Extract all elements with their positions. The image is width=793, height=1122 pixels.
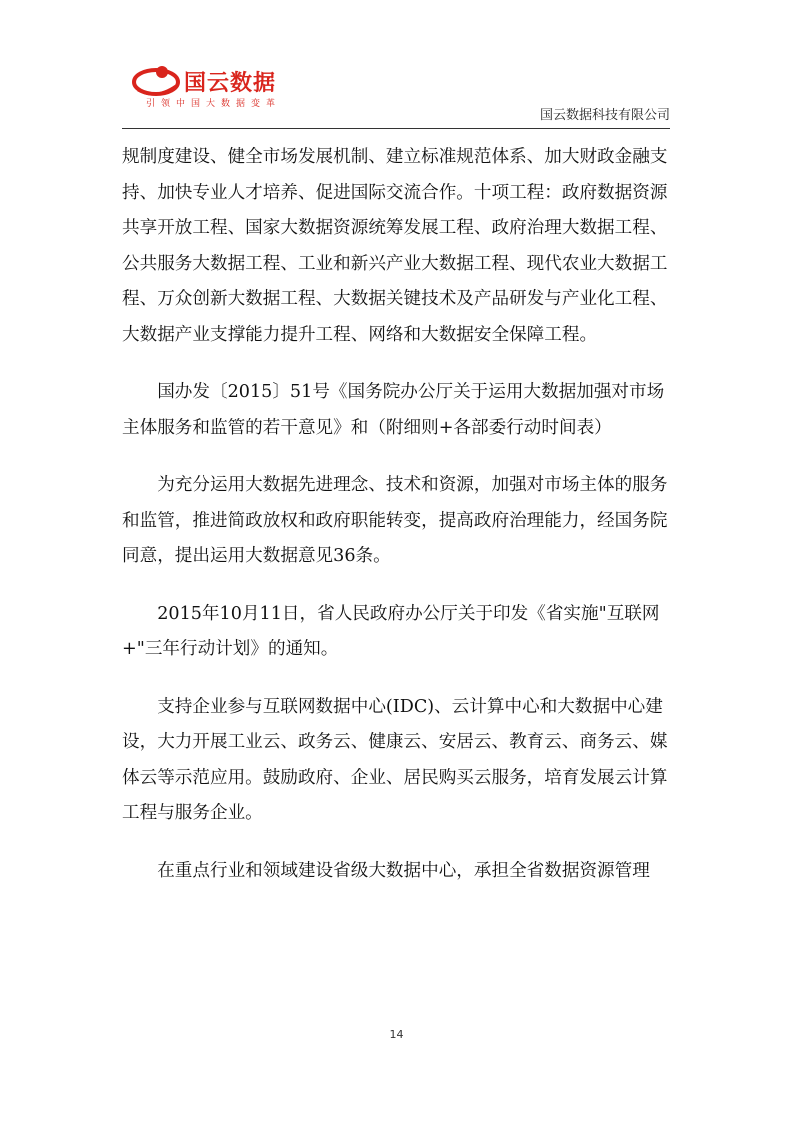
paragraph-5: 支持企业参与互联网数据中心(IDC)、云计算中心和大数据中心建设，大力开展工业云、政务云、健康云、安居云、教育云、商务云、媒体云等示范应用。鼓励政府、企业、居民购买云服务，培育发展云计算工程与服务企业。 bbox=[122, 696, 668, 823]
page-header bbox=[122, 56, 670, 128]
header-divider bbox=[122, 128, 670, 129]
document-body bbox=[122, 140, 674, 911]
paragraph-6: 在重点行业和领域建设省级大数据中心，承担全省数据资源管理 bbox=[157, 860, 650, 881]
page-number: 14 bbox=[389, 1028, 404, 1041]
paragraph-4: 2015年10月11日，省人民政府办公厅关于印发《省实施"互联网+"三年行动计划》的通知。 bbox=[122, 603, 660, 659]
paragraph-3: 为充分运用大数据先进理念、技术和资源，加强对市场主体的服务和监管，推进简政放权和政府职能转变，提高政府治理能力，经国务院同意，提出运用大数据意见36条。 bbox=[122, 475, 668, 566]
logo-slogan: 引领中国大数据变革 bbox=[146, 99, 282, 109]
company-logo bbox=[132, 56, 292, 112]
logo-swirl-icon bbox=[132, 60, 182, 100]
paragraph-2: 国办发〔2015〕51号《国务院办公厅关于运用大数据加强对市场主体服务和监管的若干意见》和（附细则+各部委行动时间表） bbox=[122, 382, 665, 438]
company-name: 国云数据科技有限公司 bbox=[539, 108, 670, 123]
paragraph-1: 规制度建设、健全市场发展机制、建立标准规范体系、加大财政金融支持、加快专业人才培养、促进国际交流合作。十项工程：政府数据资源共享开放工程、国家大数据资源统筹发展工程、政府治理大数据工程、公共服务大数据工程、工业和新兴产业大数据工程、现代农业大数据工程、万众创新大数据工程、大数据关键技术及产品研发与产业化工程、大数据产业支撑能力提升工程、网络和大数据安全保障工程。 bbox=[122, 147, 668, 345]
logo-text: 国云数据 bbox=[184, 71, 277, 96]
